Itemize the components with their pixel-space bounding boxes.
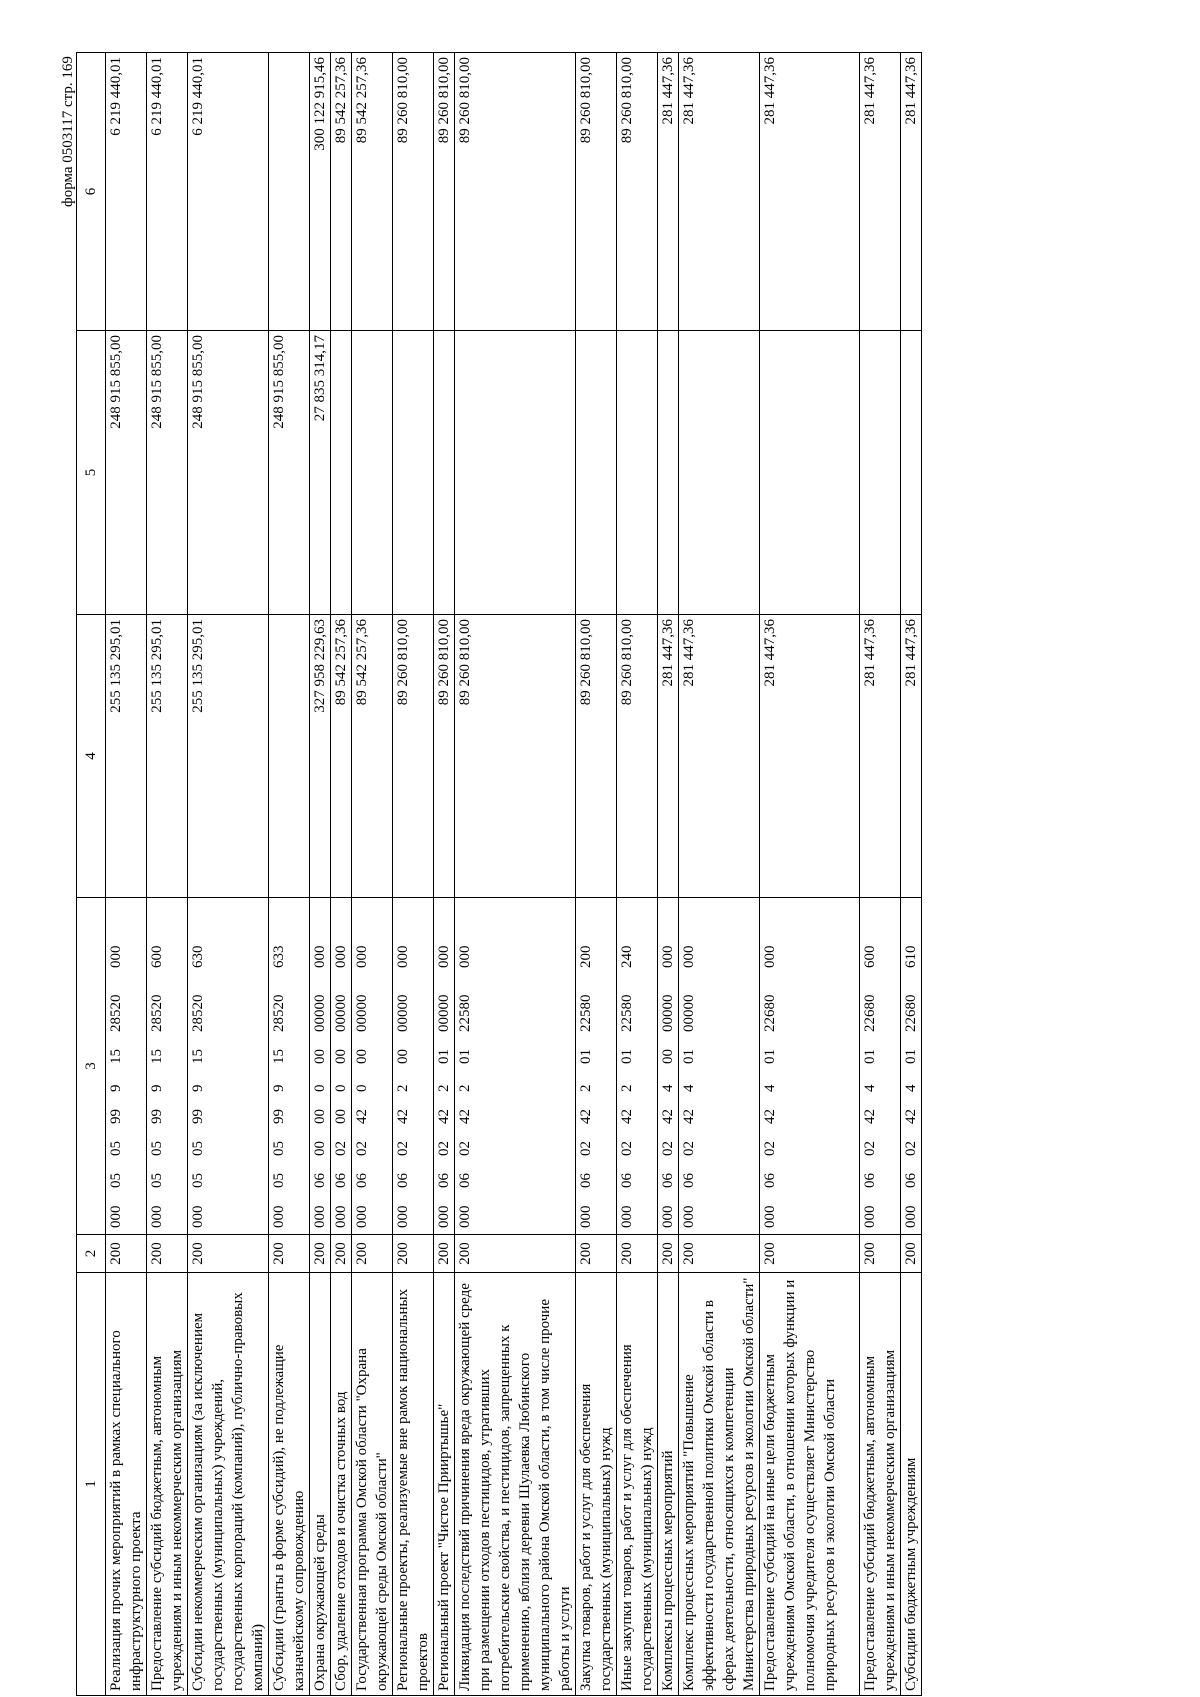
code-segment: 200 (578, 945, 594, 968)
code-segment: 02 (436, 1141, 452, 1156)
row-col-5-value: 248 915 855,00 (106, 331, 147, 615)
code-segment: 01 (903, 1049, 919, 1064)
code-segment: 2 (436, 1084, 452, 1092)
table-row (188, 53, 269, 1696)
code-segment: 22680 (903, 994, 919, 1032)
code-segment: 42 (903, 1109, 919, 1124)
row-line-code: 200 (147, 1235, 188, 1273)
code-segment: 000 (436, 1205, 452, 1228)
code-segment: 0 (354, 1084, 370, 1092)
code-segment: 000 (333, 1205, 349, 1228)
row-col-5-value (352, 331, 393, 615)
code-segment: 99 (271, 1109, 287, 1124)
code-segment: 000 (149, 1205, 165, 1228)
row-col-5-value (434, 331, 455, 615)
row-name: Субсидии (гранты в форме субсидий), не подлежащие казначейскому сопровождению (269, 1273, 310, 1696)
table-row (147, 53, 188, 1696)
row-line-code: 200 (352, 1235, 393, 1273)
code-segment: 42 (354, 1109, 370, 1124)
code-segment: 01 (436, 1049, 452, 1064)
row-budget-code (269, 898, 310, 1235)
row-name: Государственная программа Омской области "Охрана окружающей среды Омской области" (352, 1273, 393, 1696)
code-segment: 0 (312, 1084, 328, 1092)
row-col-6-value: 89 542 257,36 (331, 53, 352, 331)
row-budget-code (331, 898, 352, 1235)
row-name: Охрана окружающей среды (310, 1273, 331, 1696)
table-row (576, 53, 617, 1696)
header-col-4: 4 (77, 615, 106, 898)
row-col-4-value: 281 447,36 (901, 615, 922, 898)
row-col-4-value: 89 260 810,00 (434, 615, 455, 898)
code-segment: 4 (681, 1084, 697, 1092)
row-col-6-value: 89 542 257,36 (352, 53, 393, 331)
code-segment: 000 (108, 1205, 124, 1228)
code-segment: 15 (149, 1049, 165, 1064)
code-segment: 633 (271, 945, 287, 968)
code-segment: 99 (190, 1109, 206, 1124)
row-line-code: 200 (393, 1235, 434, 1273)
code-segment: 000 (312, 945, 328, 968)
row-col-6-value: 300 122 915,46 (310, 53, 331, 331)
code-segment: 000 (312, 1205, 328, 1228)
row-col-5-value (331, 331, 352, 615)
code-segment: 06 (395, 1173, 411, 1188)
code-segment: 00 (333, 1109, 349, 1124)
row-budget-code (617, 898, 658, 1235)
row-line-code: 200 (658, 1235, 679, 1273)
row-col-5-value (576, 331, 617, 615)
row-name: Иные закупки товаров, работ и услуг для обеспечения государственных (муниципальных) нужд (617, 1273, 658, 1696)
row-col-6-value: 281 447,36 (658, 53, 679, 331)
code-segment: 000 (457, 945, 473, 968)
code-segment: 00000 (395, 994, 411, 1032)
row-line-code: 200 (331, 1235, 352, 1273)
row-col-4-value: 255 135 295,01 (147, 615, 188, 898)
row-col-5-value: 248 915 855,00 (188, 331, 269, 615)
code-segment: 99 (108, 1109, 124, 1124)
code-segment: 22580 (457, 994, 473, 1032)
row-budget-code (455, 898, 576, 1235)
row-col-6-value: 281 447,36 (760, 53, 860, 331)
table-row (106, 53, 147, 1696)
code-segment: 06 (354, 1173, 370, 1188)
row-name: Сбор, удаление отходов и очистка сточных вод (331, 1273, 352, 1696)
code-segment: 2 (457, 1084, 473, 1092)
row-name: Комплексы процессных мероприятий (658, 1273, 679, 1696)
code-segment: 42 (681, 1109, 697, 1124)
row-budget-code (679, 898, 760, 1235)
code-segment: 02 (578, 1141, 594, 1156)
row-name: Предоставление субсидий бюджетным, автономным учреждениям и иным некоммерческим организациям (860, 1273, 901, 1696)
budget-table (76, 52, 922, 1696)
row-line-code: 200 (760, 1235, 860, 1273)
code-segment: 600 (862, 945, 878, 968)
row-budget-code (147, 898, 188, 1235)
row-col-4-value: 327 958 229,63 (310, 615, 331, 898)
row-col-6-value: 281 447,36 (860, 53, 901, 331)
table-row (393, 53, 434, 1696)
code-segment: 28520 (190, 994, 206, 1032)
code-segment: 05 (108, 1141, 124, 1156)
code-segment: 000 (395, 945, 411, 968)
code-segment: 01 (681, 1049, 697, 1064)
row-col-5-value (455, 331, 576, 615)
code-segment: 42 (660, 1109, 676, 1124)
row-col-5-value (617, 331, 658, 615)
row-col-4-value: 89 260 810,00 (576, 615, 617, 898)
table-row (434, 53, 455, 1696)
code-segment: 22580 (619, 994, 635, 1032)
code-segment: 02 (762, 1141, 778, 1156)
code-segment: 22580 (578, 994, 594, 1032)
row-col-4-value: 89 542 257,36 (352, 615, 393, 898)
row-col-6-value: 89 260 810,00 (455, 53, 576, 331)
row-line-code: 200 (679, 1235, 760, 1273)
code-segment: 000 (619, 1205, 635, 1228)
row-col-4-value: 255 135 295,01 (106, 615, 147, 898)
code-segment: 06 (681, 1173, 697, 1188)
row-col-4-value: 281 447,36 (679, 615, 760, 898)
row-budget-code (188, 898, 269, 1235)
row-name: Субсидии бюджетным учреждениям (901, 1273, 922, 1696)
table-row (331, 53, 352, 1696)
row-name: Ликвидация последствий причинения вреда окружающей среде при размещении отходов пестицидов, утративших потребительские свойства, и пестицидов, запрещенных к применению, вблизи деревни Шулаевка Любинского муниципального района Омской области, в том числе прочие работы и услуги (455, 1273, 576, 1696)
code-segment: 06 (660, 1173, 676, 1188)
row-col-6-value: 89 260 810,00 (617, 53, 658, 331)
row-col-5-value (658, 331, 679, 615)
table-row (617, 53, 658, 1696)
code-segment: 000 (457, 1205, 473, 1228)
code-segment: 05 (108, 1173, 124, 1188)
code-segment: 00000 (354, 994, 370, 1032)
code-segment: 42 (862, 1109, 878, 1124)
row-col-5-value (760, 331, 860, 615)
code-segment: 06 (762, 1173, 778, 1188)
row-col-4-value: 89 260 810,00 (455, 615, 576, 898)
row-line-code: 200 (269, 1235, 310, 1273)
code-segment: 28520 (149, 994, 165, 1032)
code-segment: 01 (762, 1049, 778, 1064)
code-segment: 00 (354, 1049, 370, 1064)
code-segment: 02 (660, 1141, 676, 1156)
code-segment: 42 (395, 1109, 411, 1124)
code-segment: 06 (312, 1173, 328, 1188)
code-segment: 06 (333, 1173, 349, 1188)
row-col-6-value: 6 219 440,01 (147, 53, 188, 331)
code-segment: 000 (333, 945, 349, 968)
code-segment: 00 (312, 1141, 328, 1156)
row-col-4-value: 89 542 257,36 (331, 615, 352, 898)
code-segment: 00000 (333, 994, 349, 1032)
row-col-5-value: 27 835 314,17 (310, 331, 331, 615)
row-line-code: 200 (188, 1235, 269, 1273)
code-segment: 05 (149, 1173, 165, 1188)
code-segment: 06 (457, 1173, 473, 1188)
header-col-1: 1 (77, 1273, 106, 1696)
code-segment: 000 (762, 945, 778, 968)
table-body (106, 53, 922, 1696)
row-line-code: 200 (617, 1235, 658, 1273)
row-line-code: 200 (455, 1235, 576, 1273)
code-segment: 00000 (312, 994, 328, 1032)
code-segment: 4 (903, 1084, 919, 1092)
code-segment: 28520 (108, 994, 124, 1032)
code-segment: 06 (862, 1173, 878, 1188)
row-name: Реализация прочих мероприятий в рамках специального инфраструктурного проекта (106, 1273, 147, 1696)
table-row (310, 53, 331, 1696)
row-col-5-value: 248 915 855,00 (147, 331, 188, 615)
row-col-4-value: 281 447,36 (760, 615, 860, 898)
code-segment: 2 (395, 1084, 411, 1092)
row-name: Субсидии некоммерческим организациям (за исключением государственных (муниципальных) учреждений, государственных корпораций (компаний), публично-правовых компаний) (188, 1273, 269, 1696)
header-col-2: 2 (77, 1235, 106, 1273)
table-row (679, 53, 760, 1696)
code-segment: 02 (619, 1141, 635, 1156)
row-name: Закупка товаров, работ и услуг для обеспечения государственных (муниципальных) нужд (576, 1273, 617, 1696)
row-line-code: 200 (901, 1235, 922, 1273)
table-row (352, 53, 393, 1696)
code-segment: 9 (271, 1084, 287, 1092)
code-segment: 42 (578, 1109, 594, 1124)
row-budget-code (434, 898, 455, 1235)
row-line-code: 200 (106, 1235, 147, 1273)
row-budget-code (901, 898, 922, 1235)
row-budget-code (860, 898, 901, 1235)
row-col-4-value (269, 615, 310, 898)
code-segment: 05 (149, 1141, 165, 1156)
code-segment: 06 (578, 1173, 594, 1188)
row-col-6-value: 89 260 810,00 (434, 53, 455, 331)
table-row (658, 53, 679, 1696)
code-segment: 15 (190, 1049, 206, 1064)
code-segment: 00 (660, 1049, 676, 1064)
code-segment: 00000 (681, 994, 697, 1032)
code-segment: 00 (395, 1049, 411, 1064)
code-segment: 9 (108, 1084, 124, 1092)
code-segment: 02 (903, 1141, 919, 1156)
table-row (269, 53, 310, 1696)
form-label: форма 0503117 стр. 169 (60, 56, 76, 207)
code-segment: 630 (190, 945, 206, 968)
code-segment: 00 (333, 1049, 349, 1064)
row-col-5-value: 248 915 855,00 (269, 331, 310, 615)
code-segment: 06 (903, 1173, 919, 1188)
code-segment: 22680 (862, 994, 878, 1032)
row-col-4-value: 255 135 295,01 (188, 615, 269, 898)
code-segment: 00000 (660, 994, 676, 1032)
code-segment: 99 (149, 1109, 165, 1124)
row-line-code: 200 (860, 1235, 901, 1273)
row-col-6-value: 281 447,36 (901, 53, 922, 331)
row-col-6-value (269, 53, 310, 331)
code-segment: 28520 (271, 994, 287, 1032)
code-segment: 05 (190, 1173, 206, 1188)
code-segment: 4 (660, 1084, 676, 1092)
code-segment: 42 (762, 1109, 778, 1124)
code-segment: 02 (333, 1141, 349, 1156)
code-segment: 02 (681, 1141, 697, 1156)
row-col-5-value (860, 331, 901, 615)
code-segment: 06 (436, 1173, 452, 1188)
code-segment: 05 (190, 1141, 206, 1156)
code-segment: 42 (619, 1109, 635, 1124)
code-segment: 000 (762, 1205, 778, 1228)
table-header-row (77, 53, 106, 1696)
code-segment: 02 (354, 1141, 370, 1156)
code-segment: 000 (660, 945, 676, 968)
code-segment: 00000 (436, 994, 452, 1032)
code-segment: 000 (660, 1205, 676, 1228)
row-line-code: 200 (310, 1235, 331, 1273)
code-segment: 000 (108, 945, 124, 968)
code-segment: 610 (903, 945, 919, 968)
code-segment: 01 (457, 1049, 473, 1064)
code-segment: 4 (862, 1084, 878, 1092)
table-row (860, 53, 901, 1696)
code-segment: 42 (457, 1109, 473, 1124)
code-segment: 600 (149, 945, 165, 968)
code-segment: 000 (190, 1205, 206, 1228)
code-segment: 06 (619, 1173, 635, 1188)
code-segment: 22680 (762, 994, 778, 1032)
code-segment: 9 (190, 1084, 206, 1092)
row-name: Региональный проект "Чистое Прииртышье" (434, 1273, 455, 1696)
code-segment: 01 (862, 1049, 878, 1064)
row-budget-code (576, 898, 617, 1235)
code-segment: 000 (681, 945, 697, 968)
row-budget-code (310, 898, 331, 1235)
row-line-code: 200 (434, 1235, 455, 1273)
table-row (455, 53, 576, 1696)
row-col-6-value: 281 447,36 (679, 53, 760, 331)
code-segment: 02 (457, 1141, 473, 1156)
row-col-4-value: 281 447,36 (658, 615, 679, 898)
code-segment: 000 (395, 1205, 411, 1228)
code-segment: 0 (333, 1084, 349, 1092)
code-segment: 02 (395, 1141, 411, 1156)
row-col-4-value: 281 447,36 (860, 615, 901, 898)
row-budget-code (393, 898, 434, 1235)
row-col-5-value (679, 331, 760, 615)
code-segment: 000 (903, 1205, 919, 1228)
row-line-code: 200 (576, 1235, 617, 1273)
code-segment: 000 (862, 1205, 878, 1228)
code-segment: 000 (436, 945, 452, 968)
row-col-6-value: 89 260 810,00 (393, 53, 434, 331)
row-name: Комплекс процессных мероприятий "Повышение эффективности государственной политики Омской области в сферах деятельности, относящихся к компетенции Министерства природных ресурсов и экологии Омской области" (679, 1273, 760, 1696)
code-segment: 42 (436, 1109, 452, 1124)
table-row (901, 53, 922, 1696)
row-col-4-value: 89 260 810,00 (617, 615, 658, 898)
code-segment: 240 (619, 945, 635, 968)
header-col-5: 5 (77, 331, 106, 615)
table-row (760, 53, 860, 1696)
code-segment: 2 (578, 1084, 594, 1092)
row-col-5-value (901, 331, 922, 615)
code-segment: 15 (271, 1049, 287, 1064)
code-segment: 00 (312, 1109, 328, 1124)
row-budget-code (658, 898, 679, 1235)
code-segment: 05 (271, 1173, 287, 1188)
code-segment: 000 (681, 1205, 697, 1228)
code-segment: 02 (862, 1141, 878, 1156)
code-segment: 4 (762, 1084, 778, 1092)
code-segment: 01 (578, 1049, 594, 1064)
header-col-3: 3 (77, 898, 106, 1235)
row-name: Предоставление субсидий бюджетным, автономным учреждениям и иным некоммерческим организациям (147, 1273, 188, 1696)
code-segment: 000 (354, 1205, 370, 1228)
row-budget-code (352, 898, 393, 1235)
code-segment: 00 (312, 1049, 328, 1064)
row-col-4-value: 89 260 810,00 (393, 615, 434, 898)
code-segment: 01 (619, 1049, 635, 1064)
code-segment: 15 (108, 1049, 124, 1064)
row-budget-code (760, 898, 860, 1235)
code-segment: 9 (149, 1084, 165, 1092)
code-segment: 05 (271, 1141, 287, 1156)
row-col-6-value: 6 219 440,01 (188, 53, 269, 331)
code-segment: 000 (271, 1205, 287, 1228)
code-segment: 2 (619, 1084, 635, 1092)
row-col-6-value: 89 260 810,00 (576, 53, 617, 331)
row-col-6-value: 6 219 440,01 (106, 53, 147, 331)
header-col-6: 6 (77, 53, 106, 331)
row-name: Региональные проекты, реализуемые вне рамок национальных проектов (393, 1273, 434, 1696)
code-segment: 000 (578, 1205, 594, 1228)
row-name: Предоставление субсидий на иные цели бюджетным учреждениям Омской области, в отношении которых функции и полномочия учредителя осуществляет Министерство природных ресурсов и экологии Омской области (760, 1273, 860, 1696)
row-budget-code (106, 898, 147, 1235)
code-segment: 000 (354, 945, 370, 968)
row-col-5-value (393, 331, 434, 615)
